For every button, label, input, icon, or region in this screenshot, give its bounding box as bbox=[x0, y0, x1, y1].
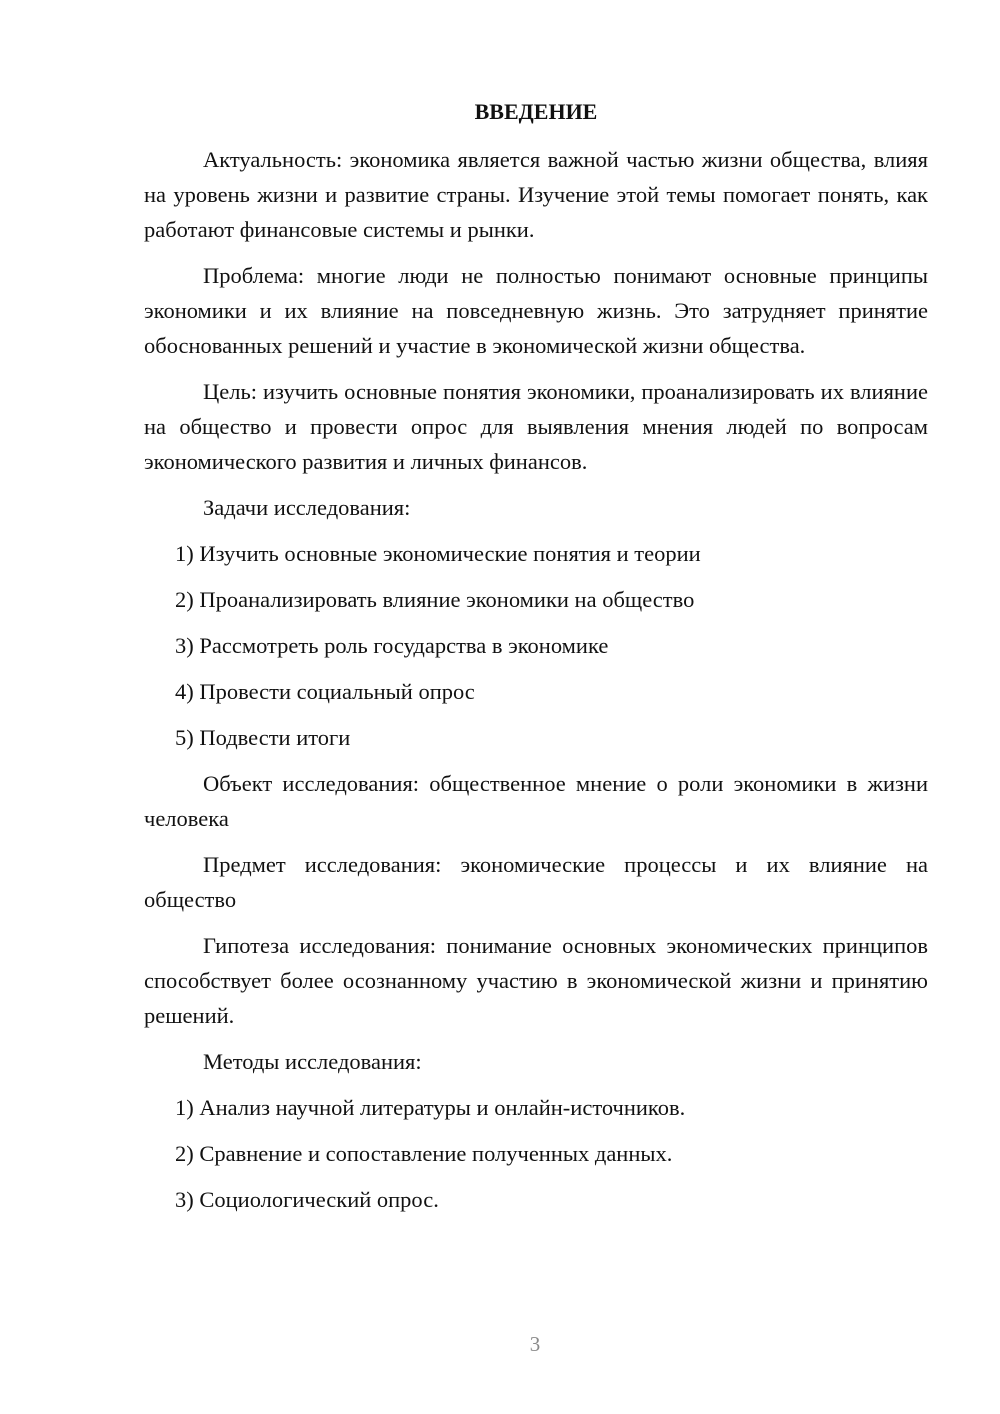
hypothesis-paragraph: Гипотеза исследования: понимание основных экономических принципов способствует более осознанному участию в экономической жизни и принятию решений. bbox=[144, 933, 928, 1028]
page-number: 3 bbox=[529, 1332, 541, 1356]
task-item: 1) Изучить основные экономические понятия и теории bbox=[175, 541, 701, 566]
page-title: ВВЕДЕНИЕ bbox=[474, 99, 598, 124]
goal-paragraph: Цель: изучить основные понятия экономики, проанализировать их влияние на общество и провести опрос для выявления мнения людей по вопросам экономического развития и личных финансов. bbox=[144, 379, 928, 474]
object-paragraph: Объект исследования: общественное мнение о роли экономики в жизни человека bbox=[144, 771, 928, 831]
task-item: 3) Рассмотреть роль государства в экономике bbox=[175, 633, 609, 658]
methods-heading: Методы исследования: bbox=[203, 1049, 422, 1074]
method-item: 3) Социологический опрос. bbox=[175, 1187, 439, 1212]
tasks-heading: Задачи исследования: bbox=[203, 495, 411, 520]
task-item: 4) Провести социальный опрос bbox=[175, 679, 475, 704]
method-item: 1) Анализ научной литературы и онлайн-источников. bbox=[175, 1095, 686, 1120]
relevance-paragraph: Актуальность: экономика является важной частью жизни общества, влияя на уровень жизни и развитие страны. Изучение этой темы помогает понять, как работают финансовые системы и рынки. bbox=[144, 147, 928, 242]
document-body bbox=[144, 94, 928, 1228]
problem-paragraph: Проблема: многие люди не полностью понимают основные принципы экономики и их влияние на повседневную жизнь. Это затрудняет принятие обоснованных решений и участие в экономической жизни общества. bbox=[144, 263, 928, 358]
subject-paragraph: Предмет исследования: экономические процессы и их влияние на общество bbox=[144, 852, 928, 912]
method-item: 2) Сравнение и сопоставление полученных данных. bbox=[175, 1141, 673, 1166]
task-item: 5) Подвести итоги bbox=[175, 725, 351, 750]
task-item: 2) Проанализировать влияние экономики на общество bbox=[175, 587, 695, 612]
